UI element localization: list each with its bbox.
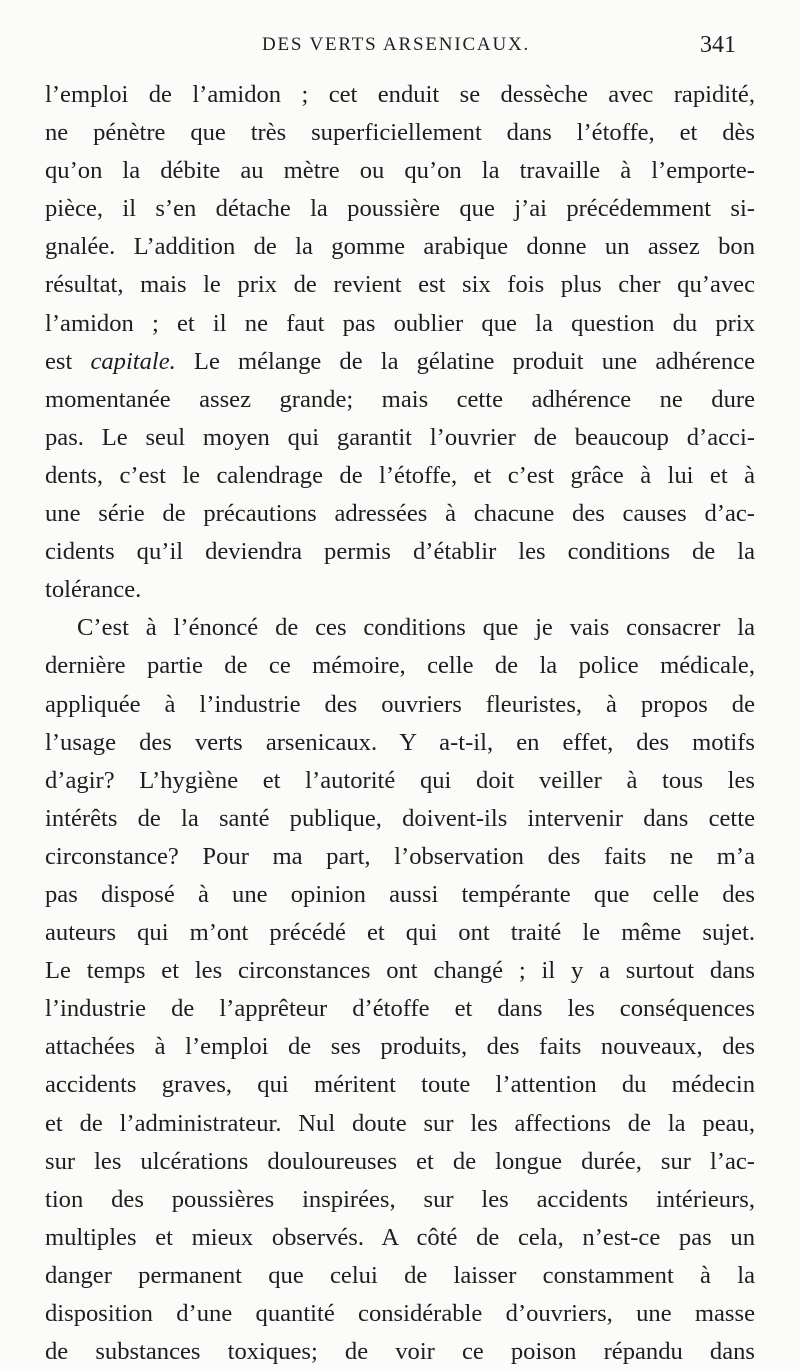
text-line: Le temps et les circonstances ont changé ; il y a surtout dans xyxy=(45,957,755,985)
paragraph-first-line: C’est à l’énoncé de ces conditions que je vais consacrer la xyxy=(77,614,755,642)
text-line: résultat, mais le prix de revient est six fois plus cher qu’avec xyxy=(45,271,755,299)
text-line: pas disposé à une opinion aussi tempérante que celle des xyxy=(45,880,755,908)
paragraph-last-line: tolérance. xyxy=(45,576,142,604)
text-line xyxy=(45,343,755,381)
text-line: multiples et mieux observés. A côté de cela, n’est-ce pas un xyxy=(45,1223,755,1251)
text-line: et de l’administrateur. Nul doute sur les affections de la peau, xyxy=(45,1109,755,1137)
text-line: d’agir? L’hygiène et l’autorité qui doit veiller à tous les xyxy=(45,766,755,794)
text-line: intérêts de la santé publique, doivent-ils intervenir dans cette xyxy=(45,804,755,832)
text-line: de substances toxiques; de voir ce poison répandu dans xyxy=(45,1338,755,1366)
text-line: qu’on la débite au mètre ou qu’on la travaille à l’emporte- xyxy=(45,157,755,185)
text-line: auteurs qui m’ont précédé et qui ont traité le même sujet. xyxy=(45,919,755,947)
text-line: dents, c’est le calendrage de l’étoffe, et c’est grâce à lui et à xyxy=(45,461,755,489)
text-line: l’industrie de l’apprêteur d’étoffe et dans les conséquences xyxy=(45,995,755,1023)
text-line: gnalée. L’addition de la gomme arabique donne un assez bon xyxy=(45,233,755,261)
text-line: l’emploi de l’amidon ; cet enduit se dessèche avec rapidité, xyxy=(45,81,755,108)
text-segment: est xyxy=(45,347,91,375)
text-line: danger permanent que celui de laisser constamment à la xyxy=(45,1261,755,1289)
text-segment: Le mélange de la gélatine produit une adhérence xyxy=(175,347,755,375)
text-line: disposition d’une quantité considérable d’ouvriers, une masse xyxy=(45,1300,755,1327)
text-line: accidents graves, qui méritent toute l’attention du médecin xyxy=(45,1071,755,1099)
italic-word: capitale. xyxy=(90,347,176,375)
text-line: dernière partie de ce mémoire, celle de la police médicale, xyxy=(45,652,755,680)
page-number: 341 xyxy=(700,32,736,58)
text-line: pièce, il s’en détache la poussière que j’ai précédemment si- xyxy=(45,195,755,223)
text-line: l’usage des verts arsenicaux. Y a-t-il, en effet, des motifs xyxy=(45,728,755,756)
text-line: circonstance? Pour ma part, l’observation des faits ne m’a xyxy=(45,842,755,870)
text-line: ne pénètre que très superficiellement dans l’étoffe, et dès xyxy=(45,119,755,147)
running-title: DES VERTS ARSENICAUX. xyxy=(262,34,531,55)
running-head xyxy=(0,34,800,64)
text-line: tion des poussières inspirées, sur les accidents intérieurs, xyxy=(45,1185,755,1213)
body-text xyxy=(45,76,755,1371)
text-line: momentanée assez grande; mais cette adhérence ne dure xyxy=(45,385,755,413)
text-line: attachées à l’emploi de ses produits, des faits nouveaux, des xyxy=(45,1033,755,1061)
text-line: sur les ulcérations douloureuses et de longue durée, sur l’ac- xyxy=(45,1147,755,1175)
text-line: l’amidon ; et il ne faut pas oublier que la question du prix xyxy=(45,309,755,337)
text-line: une série de précautions adressées à chacune des causes d’ac- xyxy=(45,500,755,528)
text-line: cidents qu’il deviendra permis d’établir les conditions de la xyxy=(45,538,755,566)
text-line: pas. Le seul moyen qui garantit l’ouvrier de beaucoup d’acci- xyxy=(45,423,755,451)
text-line: appliquée à l’industrie des ouvriers fleuristes, à propos de xyxy=(45,690,755,718)
